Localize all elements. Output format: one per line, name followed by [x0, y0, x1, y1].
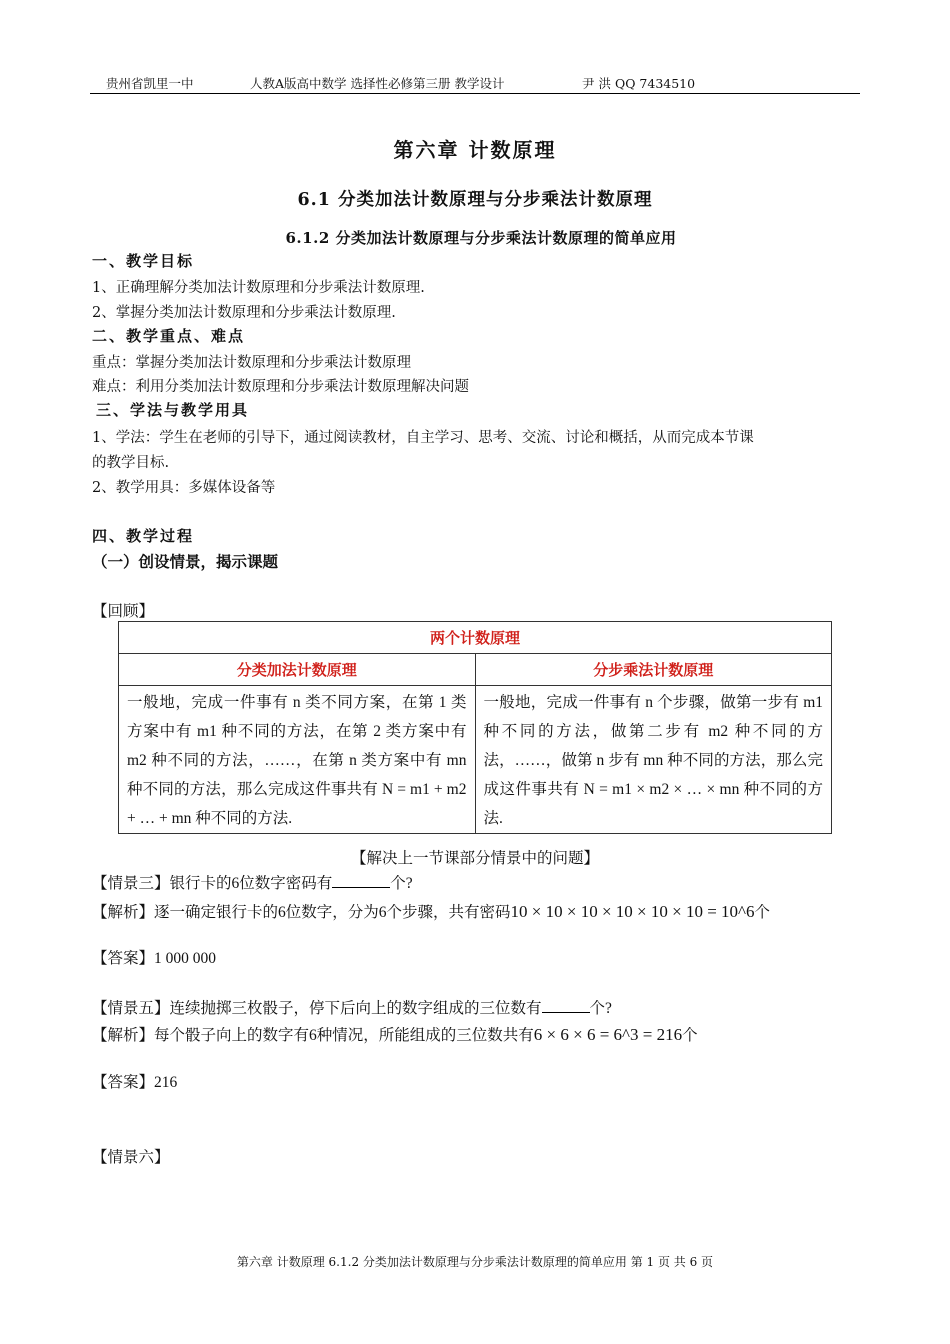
- header-author: 尹 洪 QQ 7434510: [582, 76, 696, 91]
- review-label: 【回顾】: [92, 603, 155, 620]
- teaching-tools: 2、教学用具：多媒体设备等: [92, 480, 276, 496]
- method-line-2: 的教学目标.: [92, 455, 170, 471]
- table-cell-multiplication: 一般地，完成一件事有 n 个步骤，做第一步有 m1 种不同的方法，做第二步有 m2 种不同的方法，……，做第 n 步有 mn 种不同的方法，那么完成这件事共有 N = m1 × m2 × … × mn 种不同的方法.: [475, 686, 832, 834]
- header-divider: [90, 93, 860, 94]
- page-footer: 第六章 计数原理 6.1.2 分类加法计数原理与分步乘法计数原理的简单应用 第 1 页 共 6 页: [236, 1255, 714, 1269]
- case5-question: 【情景五】连续抛掷三枚骰子，停下后向上的数字组成的三位数有 个?: [92, 1000, 612, 1017]
- solve-heading: 【解决上一节课部分情景中的问题】: [350, 850, 599, 867]
- answer-blank: [542, 1012, 590, 1013]
- case3-analysis: 【解析】逐一确定银行卡的6位数字，分为6个步骤，共有密码10 × 10 × 10 × 10 × 10 × 10 = 10^6个: [92, 902, 771, 921]
- heading-objectives: 一、教学目标: [92, 252, 195, 270]
- key-point: 重点：掌握分类加法计数原理和分步乘法计数原理: [92, 355, 411, 371]
- header-book: 人教A版高中数学 选择性必修第三册 教学设计: [250, 76, 505, 91]
- table-cell-addition: 一般地，完成一件事有 n 类不同方案，在第 1 类方案中有 m1 种不同的方法，在第 2 类方案中有 m2 种不同的方法，……，在第 n 类方案中有 mn 种不同的方法，那么完成这件事共有 N = m1 + m2 + … + mn 种不同的方法.: [119, 686, 476, 834]
- case3-question: 【情景三】银行卡的6位数字密码有 个?: [92, 875, 413, 892]
- case3-formula: 10 × 10 × 10 × 10 × 10 × 10 = 10^6: [510, 902, 755, 921]
- case5-formula: 6 × 6 × 6 = 6^3 = 216: [533, 1025, 683, 1044]
- chapter-title: 第六章 计数原理: [393, 138, 557, 162]
- difficult-point: 难点：利用分类加法计数原理和分步乘法计数原理解决问题: [92, 379, 469, 395]
- method-line-1: 1、学法：学生在老师的引导下，通过阅读教材，自主学习、思考、交流、讨论和概括，从而完成本节课: [92, 430, 754, 446]
- heading-methods: 三、学法与教学用具: [96, 401, 250, 419]
- heading-process: 四、教学过程: [92, 527, 195, 545]
- case6-label: 【情景六】: [92, 1149, 170, 1166]
- case5-answer: 【答案】216: [92, 1074, 178, 1091]
- case5-analysis: 【解析】每个骰子向上的数字有6种情况，所能组成的三位数共有6 × 6 × 6 = 6^3 = 216个: [92, 1025, 698, 1044]
- objective-1: 1、正确理解分类加法计数原理和分步乘法计数原理.: [92, 280, 425, 296]
- subsection-title: 6.1.2 分类加法计数原理与分步乘法计数原理的简单应用: [285, 229, 677, 247]
- answer-blank: [332, 887, 390, 888]
- section-title: 6.1 分类加法计数原理与分步乘法计数原理: [297, 190, 653, 210]
- header-school: 贵州省凯里一中: [106, 76, 194, 91]
- table-title: 两个计数原理: [119, 622, 832, 654]
- table-col1-header: 分类加法计数原理: [119, 654, 476, 686]
- heading-key-points: 二、教学重点、难点: [92, 327, 246, 345]
- case3-answer: 【答案】1 000 000: [92, 950, 217, 967]
- counting-principles-table: [118, 621, 832, 834]
- table-col2-header: 分步乘法计数原理: [475, 654, 832, 686]
- objective-2: 2、掌握分类加法计数原理和分步乘法计数原理.: [92, 305, 396, 321]
- process-subheading: （一）创设情景，揭示课题: [92, 552, 279, 571]
